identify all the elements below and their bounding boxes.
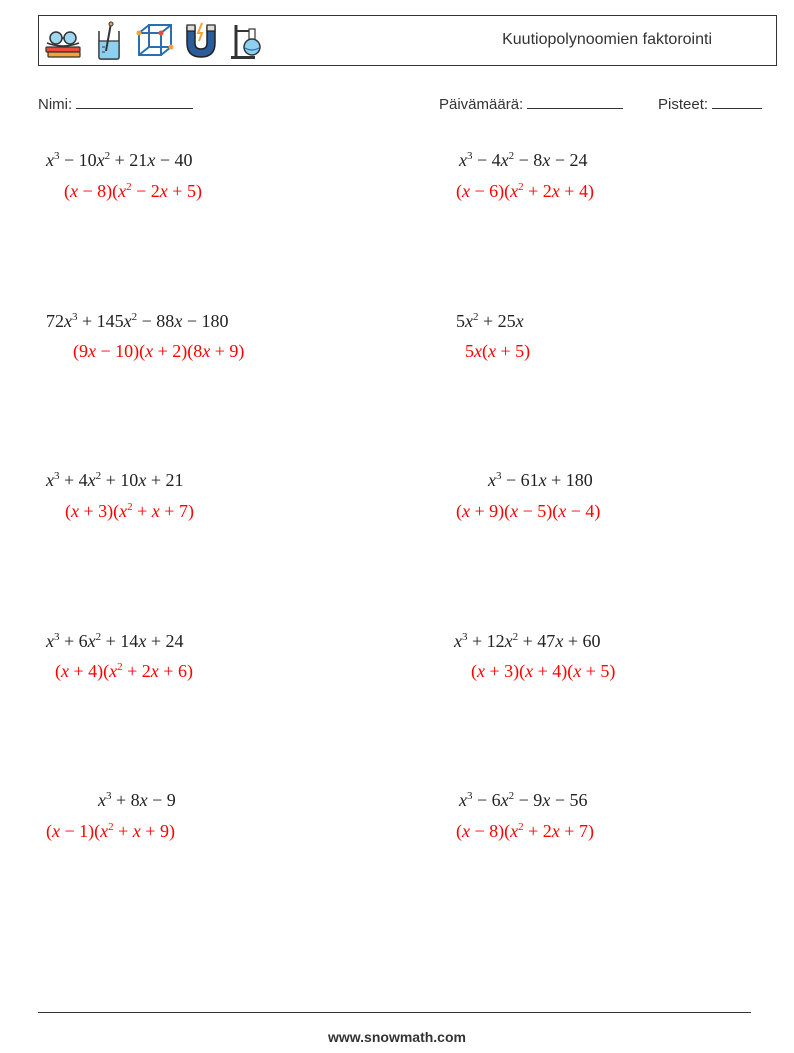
date-label: Päivämäärä: <box>439 96 524 113</box>
problem-6-question: $x^3 - 61x + 180$ <box>488 470 593 490</box>
problem-7-answer: $(x + 4)(x^2 + 2x + 6)$ <box>55 661 193 681</box>
problem-3-question: $72x^3 + 145x^2 - 88x - 180$ <box>46 311 229 331</box>
name-field <box>38 94 193 113</box>
problem-7-question: $x^3 + 6x^2 + 14x + 24$ <box>46 631 184 651</box>
problem-4-question: $5x^2 + 25x$ <box>456 311 524 331</box>
cube-wireframe-icon <box>135 21 175 61</box>
goggles-books-icon <box>43 21 83 61</box>
header-icons <box>43 21 267 61</box>
problem-10-question: $x^3 - 6x^2 - 9x - 56$ <box>459 790 588 810</box>
footer-divider <box>38 1012 751 1013</box>
problem-1-answer: $(x - 8)(x^2 - 2x + 5)$ <box>64 181 202 201</box>
date-field <box>439 94 623 113</box>
score-field <box>658 94 762 113</box>
problem-8-answer: (x + 3)(x + 4)(x + 5) <box>471 661 616 681</box>
beaker-icon <box>89 21 129 61</box>
problem-9-answer: $(x - 1)(x^2 + x + 9)$ <box>46 821 175 841</box>
problem-1-question: $x^3 - 10x^2 + 21x - 40$ <box>46 150 193 170</box>
problem-5-question: $x^3 + 4x^2 + 10x + 21$ <box>46 470 184 490</box>
sheet-title: Kuutiopolynoomien faktorointi <box>502 31 712 48</box>
problem-2-question: $x^3 - 4x^2 - 8x - 24$ <box>459 150 588 170</box>
problem-2-answer: $(x - 6)(x^2 + 2x + 4)$ <box>456 181 594 201</box>
name-blank[interactable] <box>76 94 193 109</box>
problem-10-answer: $(x - 8)(x^2 + 2x + 7)$ <box>456 821 594 841</box>
problem-3-answer: (9x − 10)(x + 2)(8x + 9) <box>73 341 245 361</box>
problem-5-answer: $(x + 3)(x^2 + x + 7)$ <box>65 501 194 521</box>
problem-8-question: $x^3 + 12x^2 + 47x + 60$ <box>454 631 601 651</box>
magnet-icon <box>181 21 221 61</box>
flask-stand-icon <box>227 21 267 61</box>
problem-6-answer: (x + 9)(x − 5)(x − 4) <box>456 501 601 521</box>
problem-4-answer: 5x(x + 5) <box>465 341 531 361</box>
problem-9-question: $x^3 + 8x - 9$ <box>98 790 176 810</box>
name-label: Nimi: <box>38 96 73 113</box>
date-blank[interactable] <box>527 94 623 109</box>
footer-url[interactable]: www.snowmath.com <box>328 1029 466 1045</box>
score-label: Pisteet: <box>658 96 709 113</box>
score-blank[interactable] <box>712 94 762 109</box>
header-box <box>38 15 777 66</box>
